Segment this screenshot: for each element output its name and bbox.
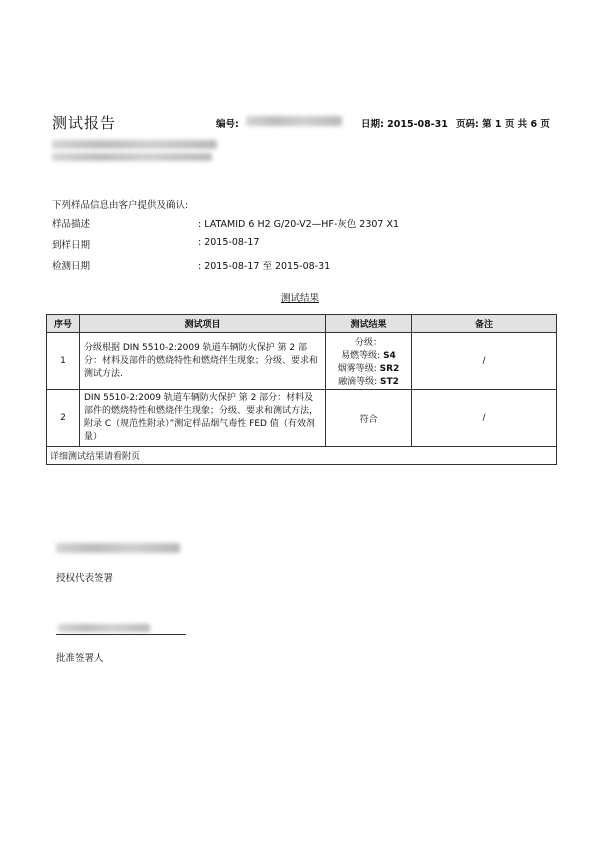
column-header-item: 测试项目 <box>80 315 326 333</box>
table-row <box>47 390 557 447</box>
result-line <box>330 361 407 374</box>
page-number <box>456 116 550 130</box>
approver-label: 批准签署人 <box>56 653 104 664</box>
column-header-note: 备注 <box>412 315 557 333</box>
redacted-client-name <box>52 140 217 149</box>
sample-description-label: 样品描述 <box>52 219 91 230</box>
result-code: ST2 <box>380 377 399 387</box>
test-result <box>326 333 412 390</box>
result-line <box>330 374 407 387</box>
test-result: 符合 <box>326 390 412 447</box>
redacted-report-number <box>246 116 342 126</box>
table-row <box>47 333 557 390</box>
result-code: S4 <box>383 351 396 361</box>
page-label: 页码: <box>456 119 479 130</box>
result-heading: 分级： <box>354 338 382 348</box>
intro-text: 下列样品信息由客户提供及确认: <box>52 200 189 211</box>
date-label: 日期: <box>361 119 384 130</box>
row-number: 1 <box>47 333 80 390</box>
test-item: DIN 5510-2:2009 轨道车辆防火保护 第 2 部分：材料及部件的燃烧特性和燃烧伴生现象；分级、要求和测试方法，附录 C（规范性附录）”测定样品烟气毒性 FED 值（有效剂量） <box>80 390 326 447</box>
test-item: 分级根据 DIN 5510-2:2009 轨道车辆防火保护 第 2 部分：材料及部件的燃烧特性和燃烧伴生现象；分级、要求和测试方法. <box>80 333 326 390</box>
result-label: 融滴等级: <box>338 377 380 387</box>
column-header-no: 序号 <box>47 315 80 333</box>
result-label: 烟雾等级: <box>337 364 380 374</box>
signature-line <box>56 634 186 635</box>
results-title: 测试结果 <box>280 293 319 304</box>
report-date <box>361 116 448 130</box>
test-note: / <box>412 333 557 390</box>
results-table <box>46 314 557 465</box>
results-footer: 详细测试结果请看附页 <box>47 447 557 465</box>
test-date-value: : 2015-08-17 至 2015-08-31 <box>198 261 331 272</box>
result-line <box>330 348 407 361</box>
authorized-representative-label: 授权代表签署 <box>56 573 114 584</box>
row-number: 2 <box>47 390 80 447</box>
result-label: 易燃等级: <box>341 351 384 361</box>
results-header-row <box>47 315 557 333</box>
column-header-result: 测试结果 <box>326 315 412 333</box>
date-value: 2015-08-31 <box>387 119 448 130</box>
report-title: 测试报告 <box>52 114 117 132</box>
redacted-signature-2 <box>58 624 150 632</box>
test-date-label: 检测日期 <box>52 261 91 272</box>
results-footer-row <box>47 447 557 465</box>
result-code: SR2 <box>379 364 400 374</box>
page-value: 第 1 页 共 6 页 <box>482 119 550 130</box>
received-date-label: 到样日期 <box>52 240 91 251</box>
test-note: / <box>412 390 557 447</box>
sample-description-value: : LATAMID 6 H2 G/20-V2—HF-灰色 2307 X1 <box>198 219 400 230</box>
report-number-label: 编号: <box>216 119 239 130</box>
redacted-signature-1 <box>56 543 180 553</box>
redacted-client-address <box>52 153 212 161</box>
received-date-value: : 2015-08-17 <box>198 237 260 248</box>
